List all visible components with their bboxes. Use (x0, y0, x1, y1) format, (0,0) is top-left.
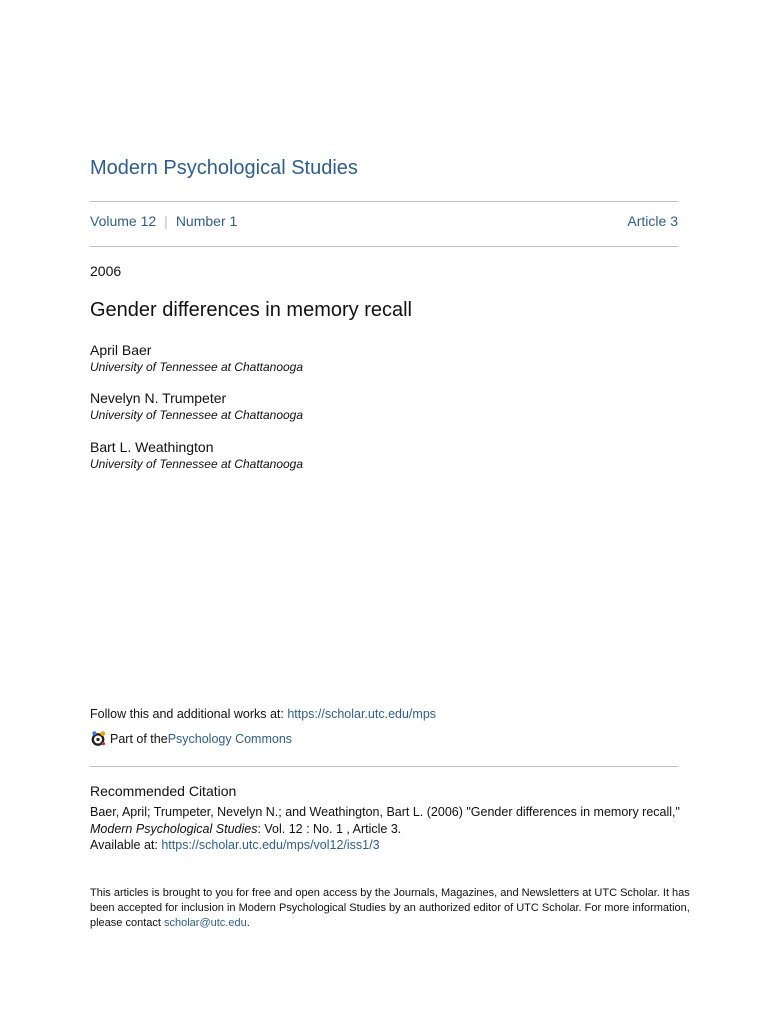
author-name: Bart L. Weathington (90, 439, 214, 455)
citation-url-link[interactable]: https://scholar.utc.edu/mps/vol12/iss1/3 (161, 838, 380, 852)
citation-body (90, 804, 690, 854)
citation-line (90, 821, 690, 838)
citation-volume-info: : Vol. 12 : No. 1 , Article 3. (257, 821, 402, 836)
contact-email-link[interactable]: scholar@utc.edu (164, 917, 247, 929)
top-divider (90, 201, 678, 202)
citation-line (90, 837, 690, 854)
article-title: Gender differences in memory recall (90, 299, 412, 321)
citation-journal: Modern Psychological Studies (90, 821, 258, 836)
follow-line (90, 707, 436, 721)
author-name: Nevelyn N. Trumpeter (90, 390, 227, 406)
follow-url-link[interactable]: https://scholar.utc.edu/mps (287, 707, 437, 721)
issue-separator: | (164, 213, 168, 229)
article-link[interactable]: Article 3 (627, 213, 678, 229)
footer-text: This articles is brought to you for free and open access by the Journals, Magazines, and Newsletters at UTC Scholar. It has been accepted for inclusion in Modern Psychological Studies by an authorized editor of UTC Scholar. For more information, please contact (90, 887, 690, 929)
follow-text: Follow this and additional works at: (90, 707, 288, 721)
available-label: Available at: (90, 838, 162, 852)
volume-link[interactable]: Volume 12 (90, 213, 157, 229)
citation-divider (90, 766, 678, 767)
part-of-line (90, 730, 292, 747)
citation-line: Baer, April; Trumpeter, Nevelyn N.; and Weathington, Bart L. (2006) "Gender differences in memory recall," (90, 805, 680, 819)
commons-network-icon (90, 730, 107, 747)
issue-row (90, 213, 678, 229)
author-affiliation: University of Tennessee at Chattanooga (90, 360, 304, 374)
psychology-commons-link[interactable]: Psychology Commons (167, 731, 293, 746)
number-link[interactable]: Number 1 (175, 213, 238, 229)
author-block (90, 341, 303, 375)
author-affiliation: University of Tennessee at Chattanooga (90, 457, 304, 471)
part-of-text: Part of the (110, 731, 168, 746)
publication-year: 2006 (90, 263, 122, 279)
author-name: April Baer (90, 342, 152, 358)
journal-title[interactable]: Modern Psychological Studies (90, 157, 358, 179)
citation-heading: Recommended Citation (90, 783, 237, 799)
author-block (90, 438, 303, 472)
author-block (90, 389, 303, 423)
footer-note (90, 886, 690, 931)
author-affiliation: University of Tennessee at Chattanooga (90, 408, 304, 422)
footer-end: . (246, 917, 250, 929)
issue-divider (90, 246, 678, 247)
